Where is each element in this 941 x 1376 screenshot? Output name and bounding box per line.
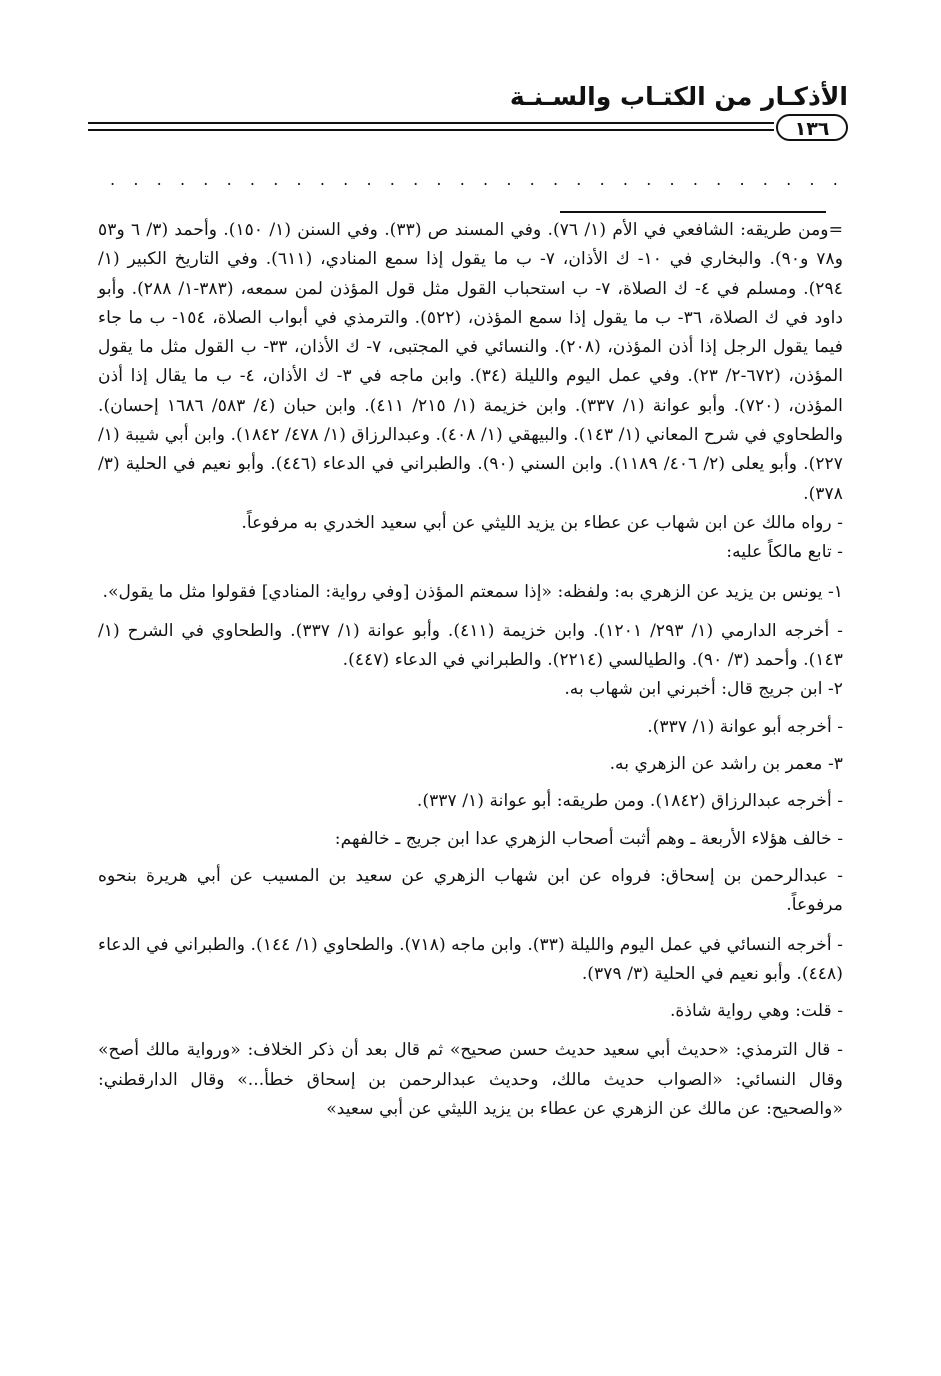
separator-dot: . [716,170,722,189]
footnote-rule [560,211,826,213]
footnote-paragraph: - أخرجه عبدالرزاق (١٨٤٢). ومن طريقه: أبو عوانة (١/ ٣٣٧). [416,791,843,812]
separator-dot: . [366,170,372,189]
page-header [88,80,848,140]
footnote-paragraph: - أخرجه الدارمي (١/ ٢٩٣/ ١٢٠١). وابن خزيمة (٤١١). وأبو عوانة (١/ ٣٣٧). والطحاوي في الشرح (١/ ١٤٣). وأحمد (٣/ ٩٠). والطيالسي (٢٢١٤). والطبراني في الدعاء (٤٤٧). [98,620,843,671]
separator-dot: . [622,170,628,189]
footnote-paragraph: - أخرجه أبو عوانة (١/ ٣٣٧). [647,716,843,737]
footnote-paragraph: =ومن طريقه: الشافعي في الأم (١/ ٧٦). وفي المسند ص (٣٣). وفي السنن (١/ ١٥٠). وأحمد (٣/ ٦ و٥٣ و٧٨ و٩٠). والبخاري في ١٠- ك الأذان، ٧- ب ما يقول إذا سمع المنادي، (٦١١). وفي التاريخ الكبير (١/ ٢٩٤). ومسلم في ٤- ك الصلاة، ٧- ب استحباب القول مثل قول المؤذن لمن سمعه، (٣٨٣-١/ ٢٨٨). وأبو داود في ك الصلاة، ٣٦- ب ما يقول إذا سمع المؤذن، (٥٢٢). والترمذي في أبواب الصلاة، ١٥٤- ب ما جاء فيما يقول الرجل إذا أذن المؤذن، (٢٠٨). والنسائي في المجتبى، ٧- ك الأذان، ٣٣- ب القول مثل ما يقول المؤذن، (٦٧٢-٢/ ٢٣). وفي عمل اليوم والليلة (٣٤). وابن ماجه في ٣- ك الأذان، ٤- ب ما يقال إذا أذن المؤذن، (٧٢٠). وأبو عوانة (١/ ٣٣٧). وابن خزيمة (١/ ٢١٥/ ٤١١). وابن حبان (٤/ ٥٨٣/ ١٦٨٦ إحسان). والطحاوي في شرح المعاني (١/ ١٤٣). والبيهقي (١/ ٤٠٨). وعبدالرزاق (١/ ٤٧٨/ ١٨٤٢). وابن أبي شيبة (١/ ٢٢٧). وأبو يعلى (٢/ ٤٠٦/ ١١٨٩). وابن السني (٩٠). والطبراني في الدعاء (٤٤٦). وأبو نعيم في الحلية (٣/ ٣٧٨). [98,220,844,504]
separator-dot: . [692,170,698,189]
separator-dot: . [156,170,162,189]
separator-dot: . [110,170,116,189]
separator-dot: . [739,170,745,189]
footnote-paragraph: - قال الترمذي: «حديث أبي سعيد حديث حسن صحيح» ثم قال بعد أن ذكر الخلاف: «ورواية مالك أصح» وقال النسائي: «الصواب حديث مالك، وحديث عبدالرحمن بن إسحاق خطأ...» وقال الدارقطني: «والصحيح: عن مالك عن الزهري عن عطاء بن يزيد الليثي عن أبي سعيد» [98,1040,843,1120]
header-rule-top [88,122,774,124]
separator-dot: . [459,170,465,189]
separator-dot: . [203,170,209,189]
separator-dot: . [179,170,186,189]
footnote-paragraph: - قلت: وهي رواية شاذة. [669,1001,843,1022]
footnote-paragraph: - عبدالرحمن بن إسحاق: فرواه عن ابن شهاب الزهري عن سعيد بن المسيب عن أبي هريرة بنحوه مرفوعاً. [98,865,843,916]
separator-dot: . [529,170,535,189]
separator-dot: . [343,170,349,189]
separator-dot: . [786,170,792,189]
separator-dot: . [669,170,675,189]
separator-dot: . [319,170,325,189]
separator-dot: . [389,170,395,189]
separator-dot: . [273,170,279,189]
page-number: ١٣٦ [776,114,848,141]
separator-dot: . [226,170,232,189]
separator-dot: . [762,170,768,189]
separator-dot: . [436,170,442,189]
separator-dot: . [296,170,302,189]
book-title: الأذكـار من الكتـاب والسـنـة [509,82,848,111]
separator-dot: . [576,170,582,189]
separator-dot: . [599,170,605,189]
separator-dot: . [249,170,255,189]
separator-dot: . [506,170,512,189]
separator-dot: . [646,170,652,189]
dotted-separator [110,172,838,188]
footnote-paragraph: ٣- معمر بن راشد عن الزهري به. [609,754,843,775]
separator-dot: . [133,170,139,189]
footnote-paragraph: - أخرجه النسائي في عمل اليوم والليلة (٣٣). وابن ماجه (٧١٨). والطحاوي (١/ ١٤٤). والطبراني في الدعاء (٤٤٨). وأبو نعيم في الحلية (٣/ ٣٧٩). [98,934,843,984]
separator-dot: . [483,170,489,189]
separator-dot: . [552,170,559,189]
separator-dot: . [832,170,838,189]
separator-dot: . [413,170,419,189]
footnote-paragraph: ٢- ابن جريج قال: أخبرني ابن شهاب به. [564,679,843,700]
footnote-body [98,216,843,1124]
footnote-paragraph: ١- يونس بن يزيد عن الزهري به: ولفظه: «إذا سمعتم المؤذن [وفي رواية: المنادي] فقولوا مثل ما يقول». [102,581,843,602]
header-rule-bottom [88,129,774,131]
footnote-paragraph: - خالف هؤلاء الأربعة ـ وهم أثبت أصحاب الزهري عدا ابن جريج ـ خالفهم: [334,828,843,849]
footnote-paragraph: - تابع مالكاً عليه: [726,542,843,563]
footnote-paragraph: - رواه مالك عن ابن شهاب عن عطاء بن يزيد الليثي عن أبي سعيد الخدري به مرفوعاً. [241,512,843,533]
separator-dot: . [809,170,815,189]
